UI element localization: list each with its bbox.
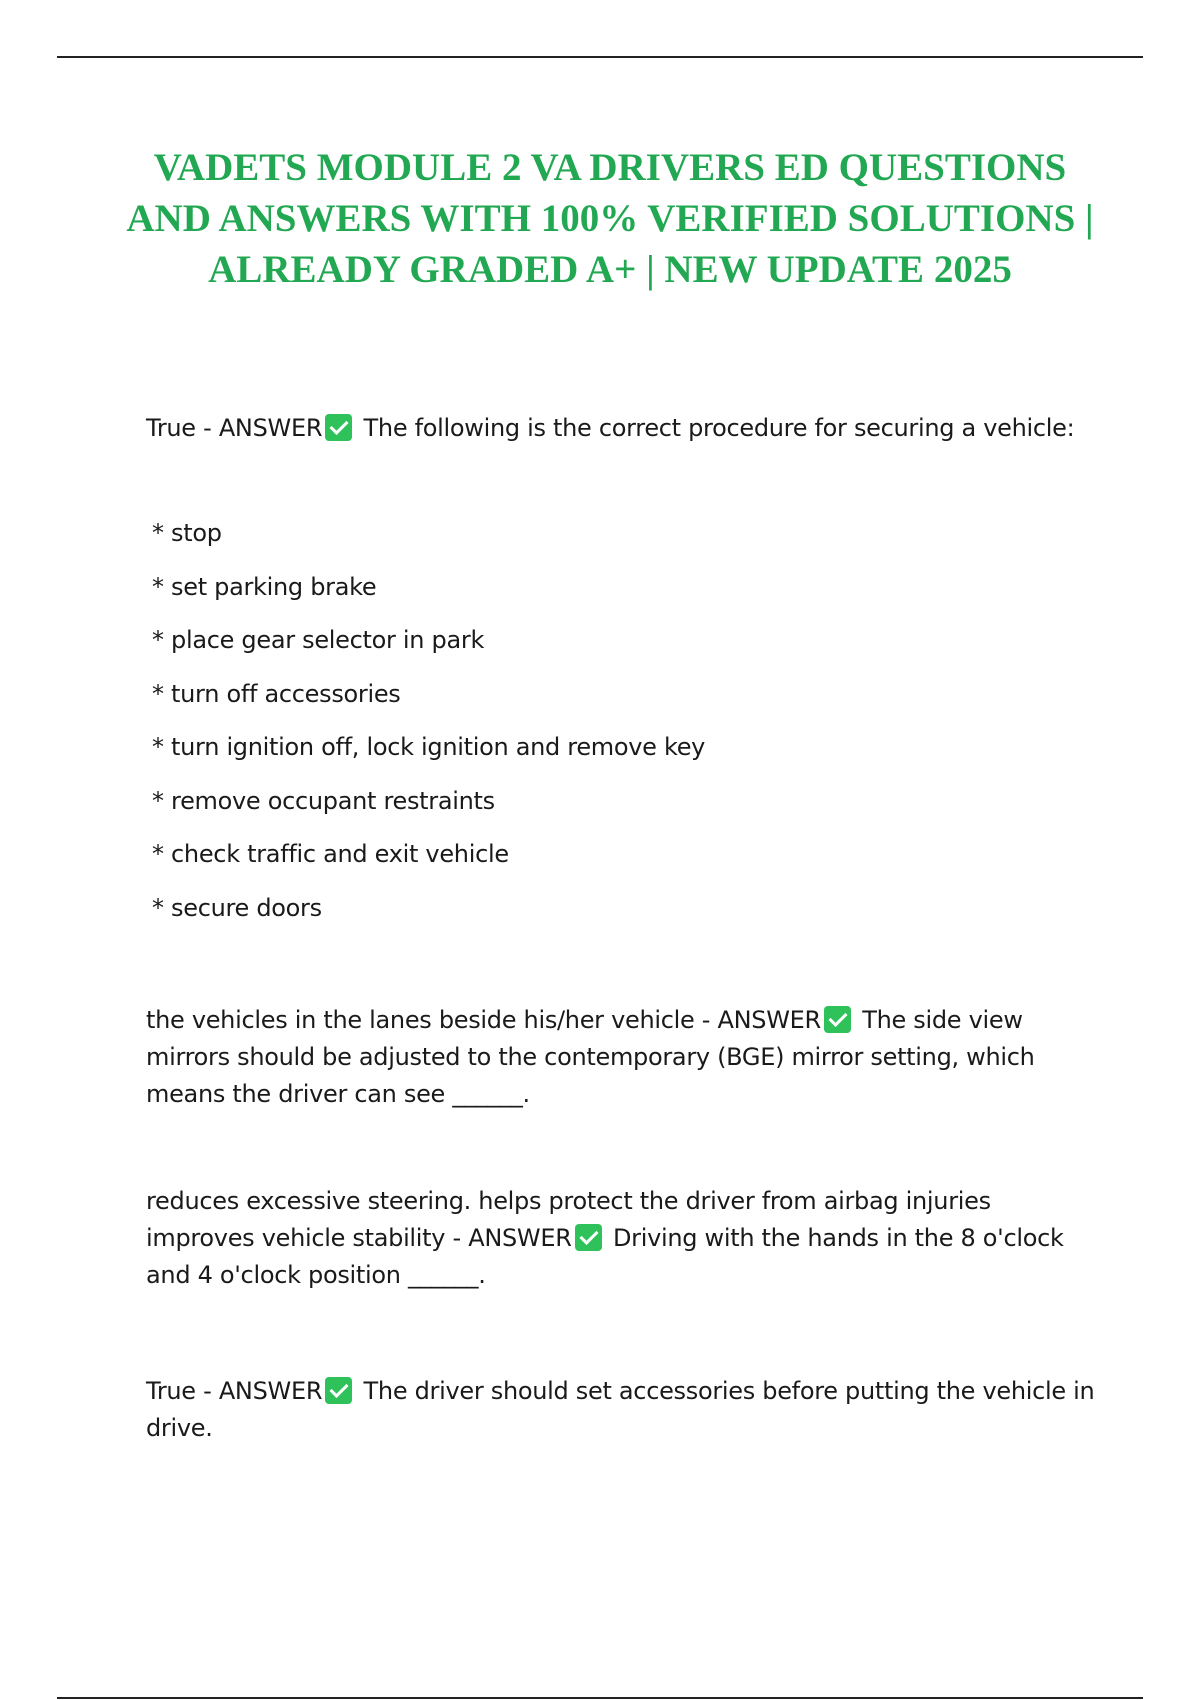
answer-label: ANSWER [468,1224,572,1252]
list-item: * check traffic and exit vehicle [152,836,705,890]
answer-text: reduces excessive steering. helps protect the driver from airbag injuries improves vehicle stability [146,1187,991,1252]
question-text: Driving with the hands in the 8 o'clock and 4 o'clock position ______. [146,1224,1064,1289]
list-item: * remove occupant restraints [152,783,705,837]
answer-label: ANSWER [218,414,323,442]
top-rule [57,56,1143,58]
qa-item: the vehicles in the lanes beside his/her vehicle - ANSWER The side view mirrors should be adjusted to the contemporary (BGE) mirror setting, which means the driver can see ______. [146,1006,1035,1108]
answer-text: the vehicles in the lanes beside his/her vehicle [146,1006,695,1034]
answer-label: ANSWER [717,1006,821,1034]
check-icon [824,1006,851,1033]
answer-text: True [146,414,196,442]
list-item: * place gear selector in park [152,622,705,676]
check-icon [325,1377,352,1404]
list-item: * stop [152,515,705,569]
qa-item: True - ANSWER The driver should set accessories before putting the vehicle in drive. [146,1377,1095,1442]
answer-text: True [146,1377,196,1405]
check-icon [575,1224,602,1251]
bottom-rule [57,1697,1143,1699]
check-icon [325,414,352,441]
question-text: The side view mirrors should be adjusted to the contemporary (BGE) mirror setting, which means the driver can see ______. [146,1006,1035,1108]
procedure-list [152,515,705,943]
question-text: The driver should set accessories before putting the vehicle in drive. [146,1377,1095,1442]
list-item: * turn off accessories [152,676,705,730]
answer-label: ANSWER [218,1377,323,1405]
qa-item: reduces excessive steering. helps protect the driver from airbag injuries improves vehicle stability - ANSWER Driving with the hands in the 8 o'clock and 4 o'clock position ______. [146,1187,1064,1289]
page-title: VADETS MODULE 2 VA DRIVERS ED QUESTIONS AND ANSWERS WITH 100% VERIFIED SOLUTIONS | ALREADY GRADED A+ | NEW UPDATE 2025 [126,146,1094,291]
list-item: * set parking brake [152,569,705,623]
question-text: The following is the correct procedure for securing a vehicle: [363,414,1075,442]
qa-item: True - ANSWER The following is the correct procedure for securing a vehicle: [146,414,1075,442]
list-item: * secure doors [152,890,705,944]
list-item: * turn ignition off, lock ignition and remove key [152,729,705,783]
